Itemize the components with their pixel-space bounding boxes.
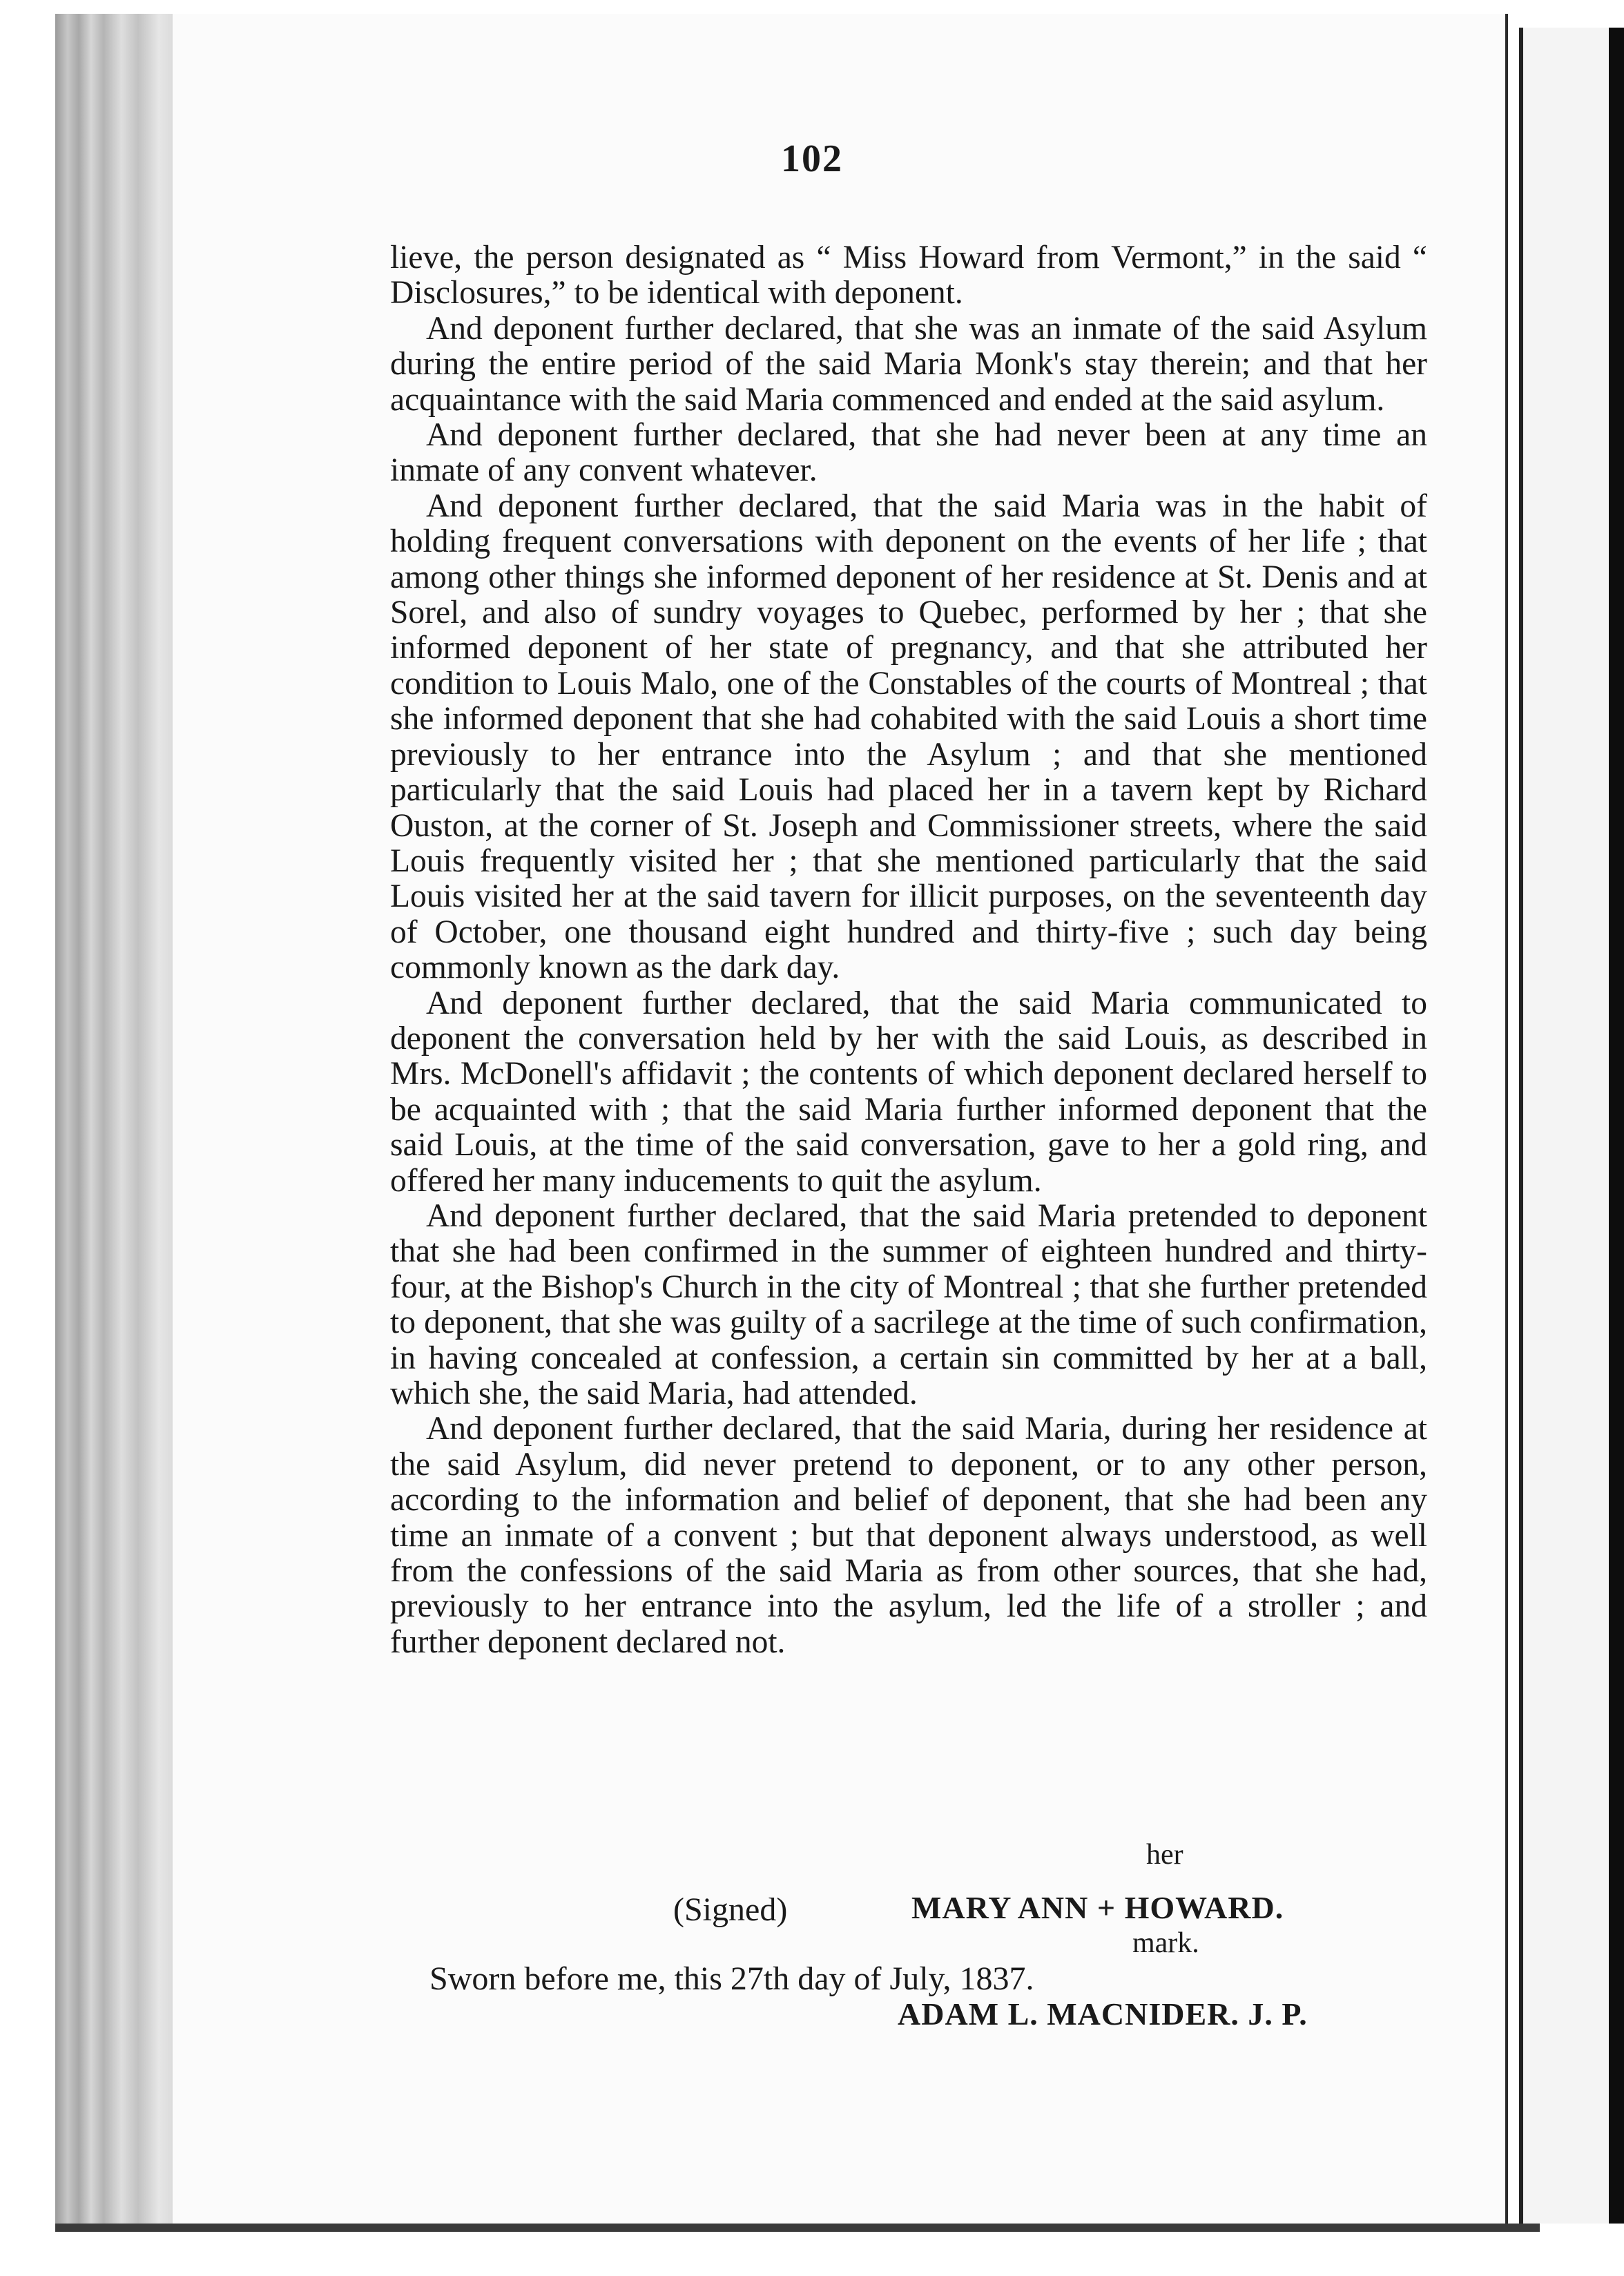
paragraph: And deponent further declared, that she had never been at any time an inmate of any convent whatever. bbox=[390, 417, 1427, 489]
signature-mark-label: mark. bbox=[1132, 1927, 1199, 1959]
document-body bbox=[390, 240, 1427, 1660]
scan-right-border bbox=[1609, 28, 1624, 2224]
paragraph: lieve, the person designated as “ Miss Howard from Vermont,” in the said “ Disclosures,” to be identical with deponent. bbox=[390, 240, 1427, 311]
signed-label: (Signed) bbox=[673, 1891, 788, 1928]
page-number: 102 bbox=[781, 137, 843, 180]
signer-name: MARY ANN + HOWARD. bbox=[911, 1890, 1284, 1925]
paragraph: And deponent further declared, that the said Maria pretended to deponent that she had been confirmed in the summer of eighteen hundred and thirty-four, at the Bishop's Church in the city of Montreal ; that she further pretended to deponent, that she was guilty of a sacrilege at the time of such confirmation, in having concealed at confession, a certain sin committed by her at a ball, which she, the said Maria, had attended. bbox=[390, 1197, 1427, 1411]
paragraph: And deponent further declared, that the said Maria communicated to deponent the conversation held by her with the said Louis, as described in Mrs. McDonell's affidavit ; the contents of which deponent declared herself to be acquainted with ; that the said Maria further informed deponent that the said Louis, at the time of the said conversation, gave to her a gold ring, and offered her many inducements to quit the asylum. bbox=[390, 985, 1427, 1199]
scan-bottom-shadow bbox=[55, 2224, 1540, 2232]
sworn-statement: Sworn before me, this 27th day of July, 1837. bbox=[429, 1960, 1034, 1997]
signature-her-label: her bbox=[1146, 1839, 1183, 1871]
justice-of-peace-name: ADAM L. MACNIDER. J. P. bbox=[898, 1996, 1308, 2032]
paragraph: And deponent further declared, that the said Maria, during her residence at the said Asylum, did never pretend to deponent, or to any other person, according to the information and belief of deponent, that she had been any time an inmate of a convent ; but that deponent always understood, as well from the confessions of the said Maria as from other sources, that she had, previously to her entrance into the asylum, led the life of a stroller ; and further deponent declared not. bbox=[390, 1411, 1427, 1660]
paragraph: And deponent further declared, that she was an inmate of the said Asylum during the entire period of the said Maria Monk's stay therein; and that her acquaintance with the said Maria commenced and ended at the said asylum. bbox=[390, 310, 1427, 418]
paragraph: And deponent further declared, that the said Maria was in the habit of holding frequent conversations with deponent on the events of her life ; that among other things she informed deponent of her residence at St. Denis and at Sorel, and also of sundry voyages to Quebec, performed by her ; that she informed deponent of her state of pregnancy, and that she attributed her condition to Louis Malo, one of the Constables of the courts of Montreal ; that she informed deponent that she had cohabited with the said Louis a short time previously to her entrance into the Asylum ; and that she mentioned particularly that the said Louis had placed her in a tavern kept by Richard Ouston, at the corner of St. Joseph and Commissioner streets, where the said Louis frequently visited her ; that she mentioned particularly that the said Louis visited her at the said tavern for illicit purposes, on the seventeenth day of October, one thousand eight hundred and thirty-five ; such day being commonly known as the dark day. bbox=[390, 488, 1427, 986]
